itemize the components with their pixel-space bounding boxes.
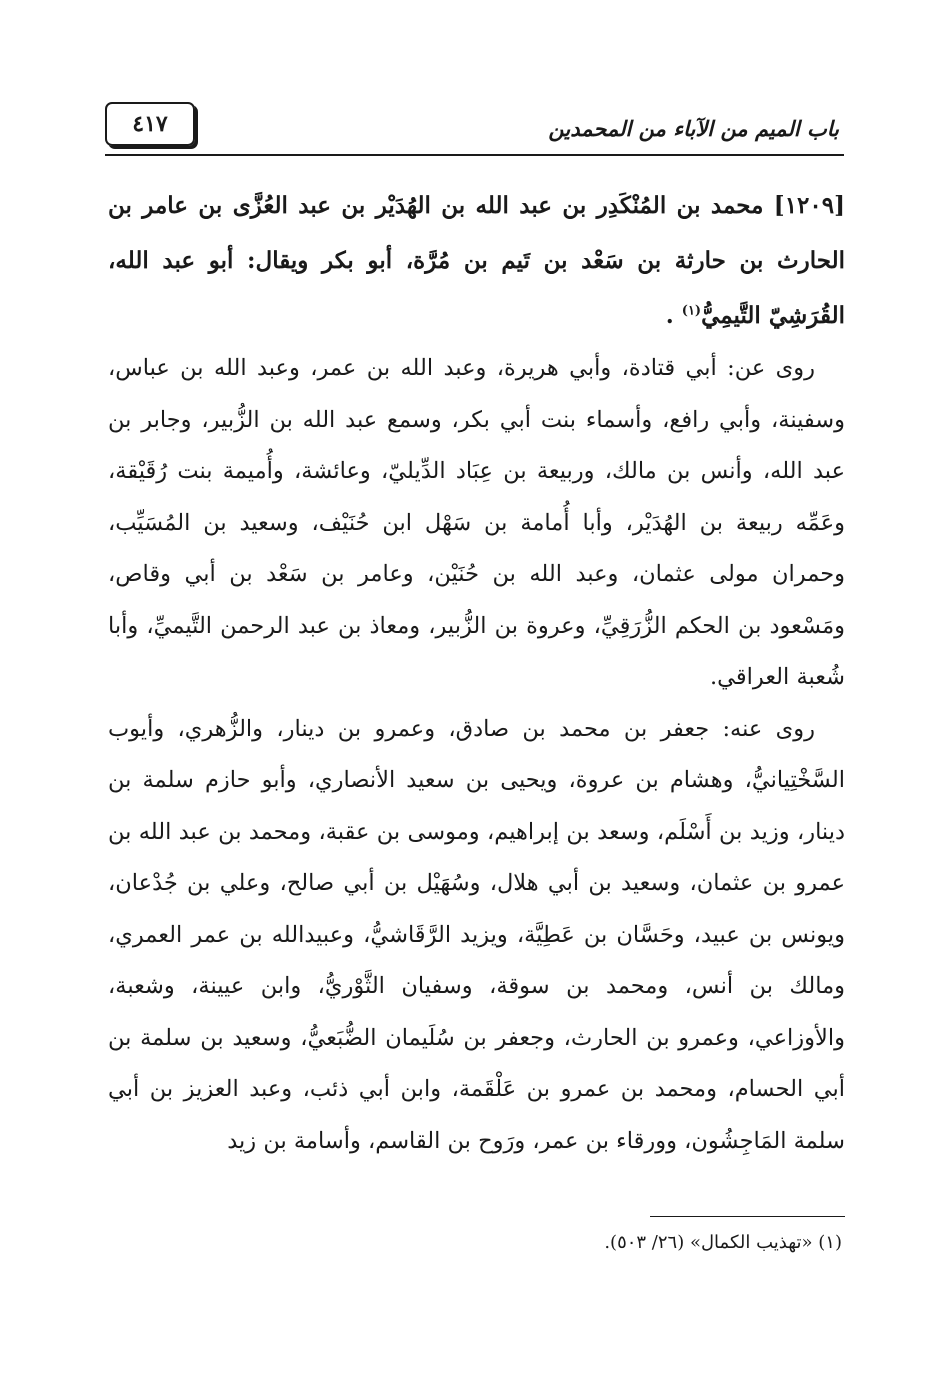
- footnote: (١) «تهذيب الكمال» (٢٦/ ٥٠٣).: [604, 1232, 842, 1253]
- footnote-divider: [650, 1216, 845, 1217]
- narrated-from-paragraph: روى عن: أبي قتادة، وأبي هريرة، وعبد الله بن عمر، وعبد الله بن عباس، وسفينة، وأبي رافع، وأسماء بنت أبي بكر، وسمع عبد الله بن الزُّبير، وجابر بن عبد الله، وأنس بن مالك، وربيعة بن عِبَاد الدِّيليّ، وعائشة، وأُميمة بنت رُقَيْقة، وعَمِّه ربيعة بن الهُدَيْر، وأبا أُمامة بن سَهْل ابن حُنَيْف، وسعيد بن المُسَيِّب، وحمران مولى عثمان، وعبد الله بن حُنَيْن، وعامر بن سَعْد بن أبي وقاص، ومَسْعود بن الحكم الزُّرَقِيِّ، وعروة بن الزُّبير، ومعاذ بن عبد الرحمن التَّيميِّ، وأبا شُعبة العراقي.: [108, 355, 845, 690]
- entry-heading-end: .: [665, 302, 674, 329]
- narrated-by-paragraph: روى عنه: جعفر بن محمد بن صادق، وعمرو بن دينار، والزُّهري، وأيوب السَّخْتِيانيُّ، وهشام بن عروة، ويحيى بن سعيد الأنصاري، وأبو حازم سلمة بن دينار، وزيد بن أَسْلَم، وسعد بن إبراهيم، وموسى بن عقبة، ومحمد بن عبد الله بن عمرو بن عثمان، وسعيد بن أبي هلال، وسُهَيْل بن أبي صالح، وعلي بن جُدْعان، ويونس بن عبيد، وحَسَّان بن عَطِيَّة، ويزيد الرَّقَاشيُّ، وعبيدالله بن عمر العمري، ومالك بن أنس، ومحمد بن سوقة، وسفيان الثَّوْريُّ، وابن عيينة، وشعبة، والأوزاعي، وعمرو بن الحارث، وجعفر بن سُلَيمان الضُّبَعيُّ، وسعيد بن سلمة بن أبي الحسام، ومحمد بن عمرو بن عَلْقَمة، وابن أبي ذئب، وعبد العزيز بن أبي سلمة المَاجِشُون، وورقاء بن عمر، ورَوح بن القاسم، وأسامة بن زيد: [108, 715, 845, 1154]
- page-number: ٤١٧: [105, 102, 195, 146]
- footnote-reference: (١): [681, 303, 702, 319]
- entry-heading: [108, 178, 845, 343]
- chapter-header-title: باب الميم من الآباء من المحمدين: [548, 116, 839, 141]
- entry-heading-text: [١٢٠٩] محمد بن المُنْكَدِر بن عبد الله بن الهُدَيْر بن عبد العُزَّى بن عامر بن الحارث بن حارثة بن سَعْد بن تَيم بن مُرَّة، أبو بكر ويقال: أبو عبد الله، القُرَشِيّ التَّيمِيُّ: [108, 192, 845, 329]
- body-text: [108, 178, 845, 1167]
- header-divider: [105, 154, 844, 156]
